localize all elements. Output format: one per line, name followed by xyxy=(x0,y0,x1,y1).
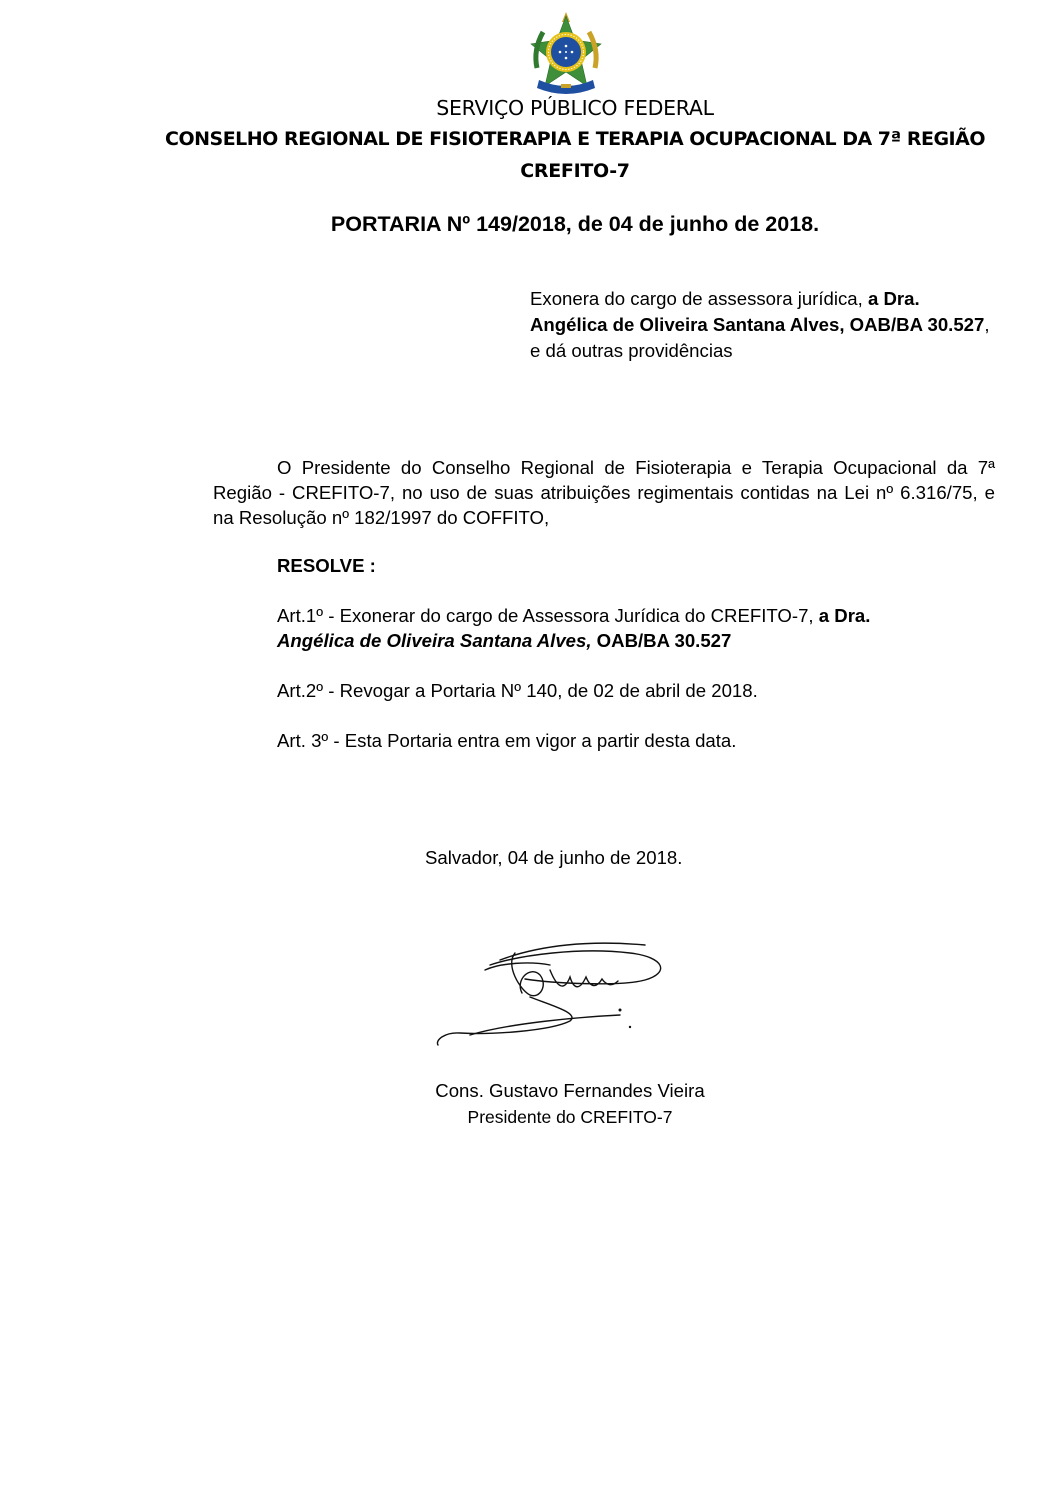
national-emblem-icon xyxy=(525,10,607,98)
header-acronym: CREFITO-7 xyxy=(520,160,630,182)
signatory-role: Presidente do CREFITO-7 xyxy=(467,1107,673,1127)
place-date: Salvador, 04 de junho de 2018. xyxy=(425,847,683,868)
article-1 xyxy=(277,603,995,653)
resolve-heading: RESOLVE : xyxy=(277,555,376,576)
handwritten-signature xyxy=(430,935,700,1050)
article-3: Art. 3º - Esta Portaria entra em vigor a partir desta data. xyxy=(277,730,737,751)
article-2: Art.2º - Revogar a Portaria Nº 140, de 02 de abril de 2018. xyxy=(277,680,758,701)
article-1-text: Art.1º - Exonerar do cargo de Assessora Jurídica do CREFITO-7, xyxy=(277,605,819,626)
header-service: SERVIÇO PÚBLICO FEDERAL xyxy=(436,96,714,120)
document-summary xyxy=(530,286,995,364)
article-1-bold-1: a Dra. xyxy=(818,605,871,626)
signatory-name: Cons. Gustavo Fernandes Vieira xyxy=(435,1080,705,1101)
article-1-bold-2: OAB/BA 30.527 xyxy=(591,630,732,651)
document-title: PORTARIA Nº 149/2018, de 04 de junho de 2018. xyxy=(330,212,820,236)
summary-text-2: , e dá outras providências xyxy=(530,314,990,361)
summary-bold: a Dra. Angélica de Oliveira Santana Alves, OAB/BA 30.527 xyxy=(530,288,985,335)
summary-text-1: Exonera do cargo de assessora jurídica, xyxy=(530,288,868,309)
preamble-paragraph: O Presidente do Conselho Regional de Fisioterapia e Terapia Ocupacional da 7ª Região - CREFITO-7, no uso de suas atribuições regimentais contidas na Lei nº 6.316/75, e na Resolução nº 182/1997 do COFFITO, xyxy=(213,457,995,528)
article-1-bold-italic: Angélica de Oliveira Santana Alves, xyxy=(277,630,592,651)
header-council: CONSELHO REGIONAL DE FISIOTERAPIA E TERAPIA OCUPACIONAL DA 7ª REGIÃO xyxy=(165,128,985,150)
